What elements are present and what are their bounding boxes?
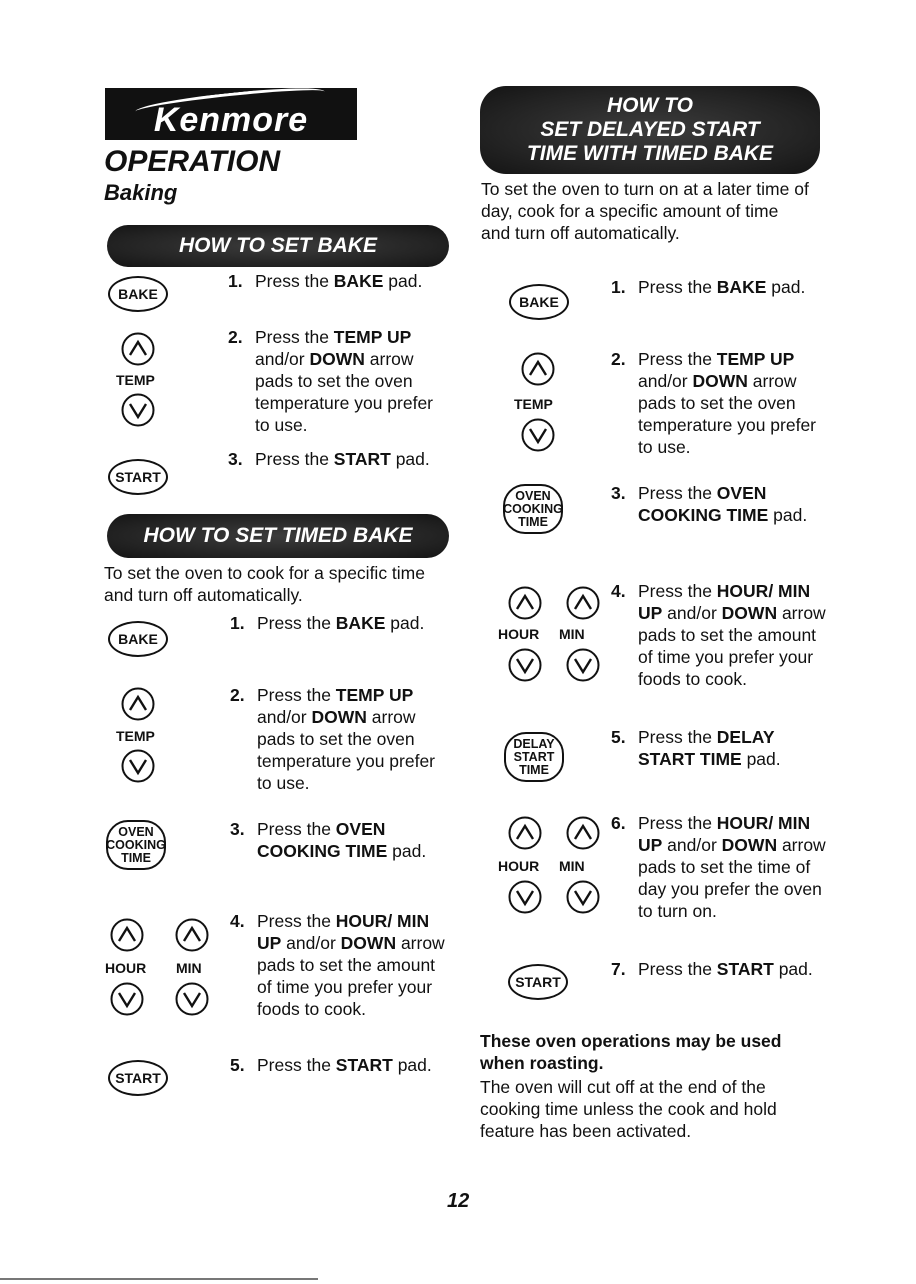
step-phrase: arrow pads to set the oven temperature you prefer to use. (255, 349, 434, 435)
hour-down-arrow-icon (508, 880, 542, 914)
step-number: 6. (611, 813, 626, 833)
hour-down-arrow-icon (110, 982, 144, 1016)
step-number: 2. (611, 349, 626, 369)
bottom-rule (0, 1278, 318, 1280)
oven-key-line: TIME (121, 850, 151, 865)
step-phrase: and/or (662, 835, 722, 855)
delayed-step-4 (611, 580, 826, 690)
step-phrase: pad. (768, 505, 808, 525)
delayed-step-2 (611, 348, 826, 458)
step-phrase: Press the (257, 1055, 336, 1075)
delay-key-line: DELAY (513, 736, 555, 751)
step-text (638, 276, 805, 298)
bake-step-1 (228, 270, 448, 292)
delayed-intro: To set the oven to turn on at a later time of day, cook for a specific amount of time and turn off automatically. (481, 179, 809, 243)
step-text (255, 448, 430, 470)
banner-timed-bake (107, 514, 449, 558)
hour-up-arrow-icon (508, 816, 542, 850)
step-keyword: DOWN (721, 835, 778, 855)
delay-start-time-key (504, 732, 564, 782)
min-up-arrow-icon (566, 586, 600, 620)
timed-step-5 (230, 1054, 450, 1076)
step-keyword: DOWN (340, 933, 397, 953)
oven-key-line: COOKING (106, 837, 166, 852)
step-number: 4. (230, 911, 245, 931)
bake-step-3 (228, 448, 448, 470)
hour-label: HOUR (498, 858, 540, 874)
delayed-step-6 (611, 812, 826, 922)
step-phrase: arrow pads to set the oven temperature you prefer to use. (257, 707, 436, 793)
logo-text: Kenmore (153, 100, 309, 139)
delay-key-line: START (513, 749, 555, 764)
step-number: 7. (611, 959, 626, 979)
step-phrase: Press the (638, 959, 717, 979)
hour-down-arrow-icon (508, 648, 542, 682)
step-keyword: DELAY START TIME (638, 727, 775, 769)
step-phrase: Press the (255, 327, 334, 347)
step-phrase: and/or (255, 349, 310, 369)
step-keyword: TEMP UP (335, 685, 414, 705)
down-arrow-icon (521, 418, 555, 452)
timed-bake-intro: To set the oven to cook for a specific time and turn off automatically. (104, 563, 425, 605)
bake-key (509, 284, 569, 320)
step-number: 2. (228, 327, 243, 347)
start-key (108, 1060, 168, 1096)
step-phrase: and/or (662, 603, 722, 623)
step-phrase: Press the (255, 449, 334, 469)
step-phrase: and/or (257, 707, 312, 727)
down-arrow-icon (121, 393, 155, 427)
step-number: 1. (611, 277, 626, 297)
step-number: 5. (230, 1055, 245, 1075)
temp-label: TEMP (116, 728, 155, 744)
step-keyword: HOUR/ MIN UP (257, 911, 430, 953)
step-number: 3. (611, 483, 626, 503)
min-up-arrow-icon (175, 918, 209, 952)
step-keyword: DOWN (721, 603, 778, 623)
min-label: MIN (559, 858, 585, 874)
min-down-arrow-icon (566, 880, 600, 914)
temp-label: TEMP (514, 396, 553, 412)
step-phrase: Press the (257, 819, 336, 839)
step-phrase: and/or (638, 371, 693, 391)
step-text (257, 612, 424, 634)
bake-key (108, 621, 168, 657)
step-keyword: TEMP UP (333, 327, 412, 347)
step-keyword: HOUR/ MIN UP (638, 813, 811, 855)
banner-timed-bake-text: HOW TO SET TIMED BAKE (143, 524, 413, 547)
step-phrase: Press the (638, 581, 717, 601)
delayed-step-3 (611, 482, 826, 526)
step-text (255, 326, 450, 436)
start-key-label: START (115, 1070, 161, 1086)
step-keyword: TEMP UP (716, 349, 795, 369)
step-text (638, 580, 826, 690)
step-text (638, 812, 826, 922)
delayed-step-5 (611, 726, 826, 770)
step-number: 3. (230, 819, 245, 839)
step-keyword: BAKE (333, 271, 384, 291)
step-phrase: pad. (392, 1055, 432, 1075)
step-phrase: Press the (257, 911, 336, 931)
step-text (638, 348, 826, 458)
up-arrow-icon (521, 352, 555, 386)
step-phrase: and/or (281, 933, 341, 953)
oven-key-line: OVEN (118, 824, 154, 839)
timed-step-2 (230, 684, 452, 794)
step-keyword: START (333, 449, 391, 469)
min-down-arrow-icon (175, 982, 209, 1016)
roasting-note-body: The oven will cut off at the end of the cooking time unless the cook and hold feature has been activated. (480, 1077, 777, 1141)
page-title: OPERATION (104, 145, 281, 178)
step-keyword: DOWN (309, 349, 365, 369)
step-number: 2. (230, 685, 245, 705)
banner-delayed-start (480, 86, 820, 174)
step-text (638, 482, 826, 526)
step-phrase: arrow pads to set the amount of time you prefer your foods to cook. (638, 603, 826, 689)
step-keyword: HOUR/ MIN UP (638, 581, 811, 623)
step-text (257, 684, 452, 794)
step-phrase: Press the (257, 613, 336, 633)
up-arrow-icon (121, 332, 155, 366)
step-phrase: Press the (255, 271, 334, 291)
step-text (257, 818, 452, 862)
hour-up-arrow-icon (508, 586, 542, 620)
oven-cooking-time-key (106, 820, 166, 870)
delay-key-line: TIME (519, 762, 549, 777)
step-keyword: START (716, 959, 774, 979)
hour-label: HOUR (498, 626, 540, 642)
page-number: 12 (447, 1190, 470, 1212)
step-keyword: START (335, 1055, 393, 1075)
timed-step-3 (230, 818, 452, 862)
step-phrase: pad. (773, 959, 813, 979)
timed-step-1 (230, 612, 450, 634)
banner-line: HOW TO (607, 94, 693, 117)
start-key-label: START (115, 469, 161, 485)
min-label: MIN (559, 626, 585, 642)
step-phrase: pad. (385, 613, 425, 633)
step-phrase: arrow pads to set the oven temperature you prefer to use. (638, 371, 817, 457)
step-phrase: pad. (390, 449, 430, 469)
step-text (257, 910, 452, 1020)
banner-set-bake (107, 225, 449, 267)
roasting-note-title: These oven operations may be used when roasting. (480, 1031, 782, 1073)
bake-step-2 (228, 326, 450, 436)
bake-key-label: BAKE (118, 286, 158, 302)
min-label: MIN (176, 960, 202, 976)
temp-label: TEMP (116, 372, 155, 388)
step-number: 1. (228, 271, 243, 291)
step-phrase: Press the (257, 685, 336, 705)
step-phrase: pad. (766, 277, 806, 297)
step-number: 3. (228, 449, 243, 469)
min-up-arrow-icon (566, 816, 600, 850)
down-arrow-icon (121, 749, 155, 783)
kenmore-logo (105, 88, 357, 140)
step-text (638, 958, 813, 980)
up-arrow-icon (121, 687, 155, 721)
step-number: 1. (230, 613, 245, 633)
step-phrase: Press the (638, 483, 717, 503)
step-number: 4. (611, 581, 626, 601)
bake-key (108, 276, 168, 312)
step-keyword: BAKE (335, 613, 386, 633)
step-keyword: DOWN (692, 371, 748, 391)
step-keyword: BAKE (716, 277, 767, 297)
banner-line: SET DELAYED START (540, 118, 760, 141)
delayed-step-1 (611, 276, 826, 298)
oven-key-line: OVEN (515, 488, 551, 503)
start-key-label: START (515, 974, 561, 990)
banner-set-bake-text: HOW TO SET BAKE (179, 234, 377, 257)
delayed-step-7 (611, 958, 826, 980)
hour-up-arrow-icon (110, 918, 144, 952)
step-phrase: Press the (638, 813, 717, 833)
step-phrase: Press the (638, 727, 717, 747)
step-phrase: Press the (638, 349, 717, 369)
step-text (255, 270, 422, 292)
timed-step-4 (230, 910, 452, 1020)
bake-key-label: BAKE (519, 294, 559, 310)
page-subtitle: Baking (104, 180, 178, 205)
step-keyword: OVEN COOKING TIME (257, 819, 388, 861)
step-keyword: OVEN COOKING TIME (638, 483, 769, 525)
min-down-arrow-icon (566, 648, 600, 682)
step-phrase: pad. (387, 841, 427, 861)
start-key (108, 459, 168, 495)
hour-label: HOUR (105, 960, 147, 976)
step-phrase: pad. (741, 749, 781, 769)
step-phrase: arrow pads to set the time of day you prefer the oven to turn on. (638, 835, 826, 921)
start-key (508, 964, 568, 1000)
oven-key-line: COOKING (503, 501, 563, 516)
step-number: 5. (611, 727, 626, 747)
step-phrase: arrow pads to set the amount of time you prefer your foods to cook. (257, 933, 445, 1019)
oven-cooking-time-key (503, 484, 563, 534)
step-text (638, 726, 826, 770)
bake-key-label: BAKE (118, 631, 158, 647)
step-phrase: Press the (638, 277, 717, 297)
step-phrase: pad. (383, 271, 423, 291)
step-text (257, 1054, 432, 1076)
oven-key-line: TIME (518, 514, 548, 529)
banner-line: TIME WITH TIMED BAKE (526, 142, 774, 165)
step-keyword: DOWN (311, 707, 367, 727)
